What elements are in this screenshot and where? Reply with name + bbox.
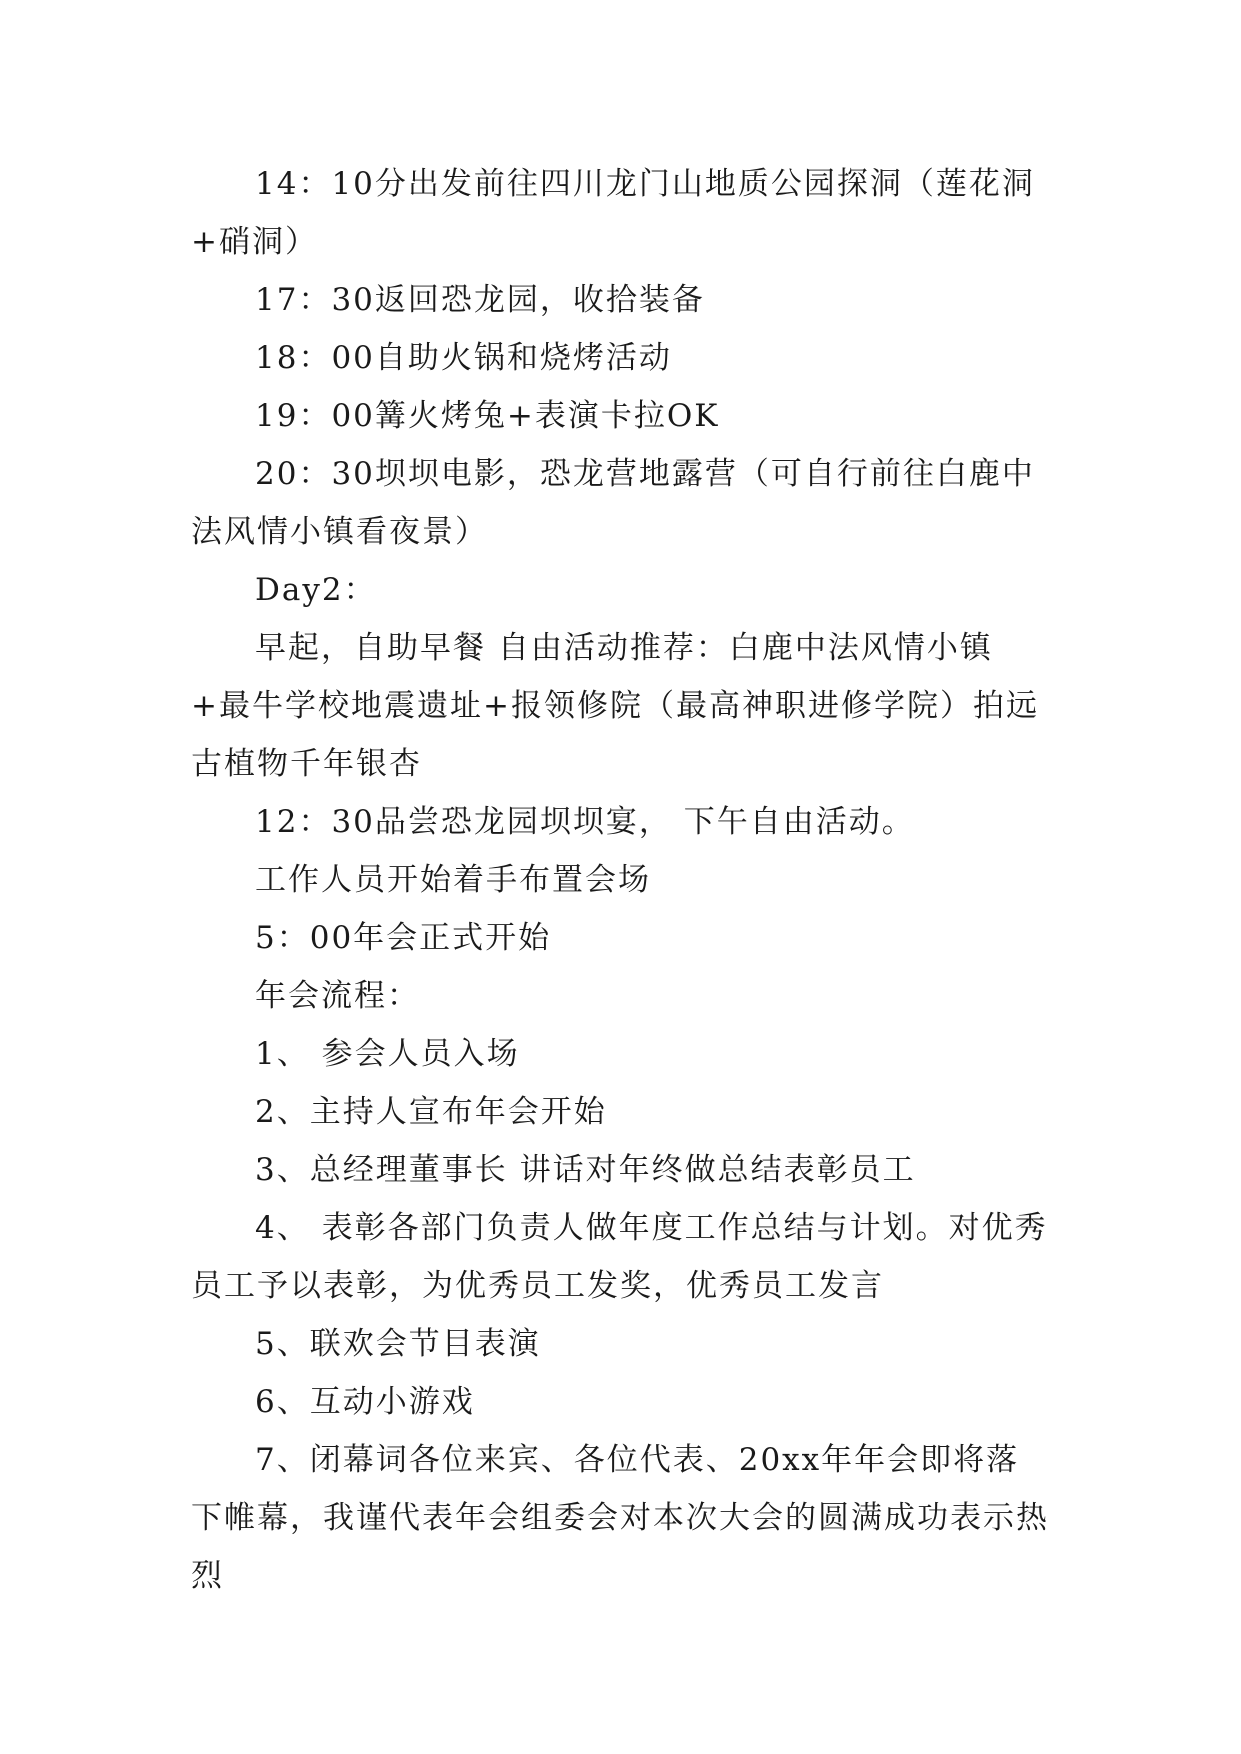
paragraph-venue-setup: 工作人员开始着手布置会场: [255, 862, 651, 898]
paragraph-schedule-1900: 19：00篝火烤兔+表演卡拉OK: [255, 398, 720, 434]
paragraph-agenda-heading: 年会流程：: [255, 978, 420, 1014]
paragraph-schedule-1800: 18：00自助火锅和烧烤活动: [255, 340, 672, 376]
paragraph-agenda-item-4: 4、 表彰各部门负责人做年度工作总结与计划。对优秀员工予以表彰，为优秀员工发奖，优秀员工发言: [191, 1210, 1048, 1304]
paragraph-schedule-2030: 20：30坝坝电影，恐龙营地露营（可自行前往白鹿中法风情小镇看夜景）: [191, 456, 1035, 550]
paragraph-agenda-item-1: 1、 参会人员入场: [255, 1036, 520, 1072]
paragraph-day2-heading: Day2：: [255, 572, 377, 608]
paragraph-day2-morning: 早起，自助早餐 自由活动推荐：白鹿中法风情小镇+最牛学校地震遗址+报领修院（最高神职进修学院）拍远古植物千年银杏: [191, 630, 1039, 782]
paragraph-schedule-1410: 14：10分出发前往四川龙门山地质公园探洞（莲花洞+硝洞）: [191, 166, 1035, 260]
paragraph-agenda-item-3: 3、总经理董事长 讲话对年终做总结表彰员工: [255, 1152, 916, 1188]
paragraph-schedule-500: 5：00年会正式开始: [255, 920, 552, 956]
paragraph-agenda-item-7: 7、闭幕词各位来宾、各位代表、20xx年年会即将落下帷幕，我谨代表年会组委会对本次大会的圆满成功表示热烈: [191, 1442, 1049, 1594]
paragraph-agenda-item-5: 5、联欢会节目表演: [255, 1326, 541, 1362]
paragraph-agenda-item-6: 6、互动小游戏: [255, 1384, 475, 1420]
paragraph-agenda-item-2: 2、主持人宣布年会开始: [255, 1094, 607, 1130]
paragraph-schedule-1730: 17：30返回恐龙园，收拾装备: [255, 282, 705, 318]
document-body: [191, 155, 1051, 1605]
paragraph-schedule-1230: 12：30品尝恐龙园坝坝宴， 下午自由活动。: [255, 804, 915, 840]
